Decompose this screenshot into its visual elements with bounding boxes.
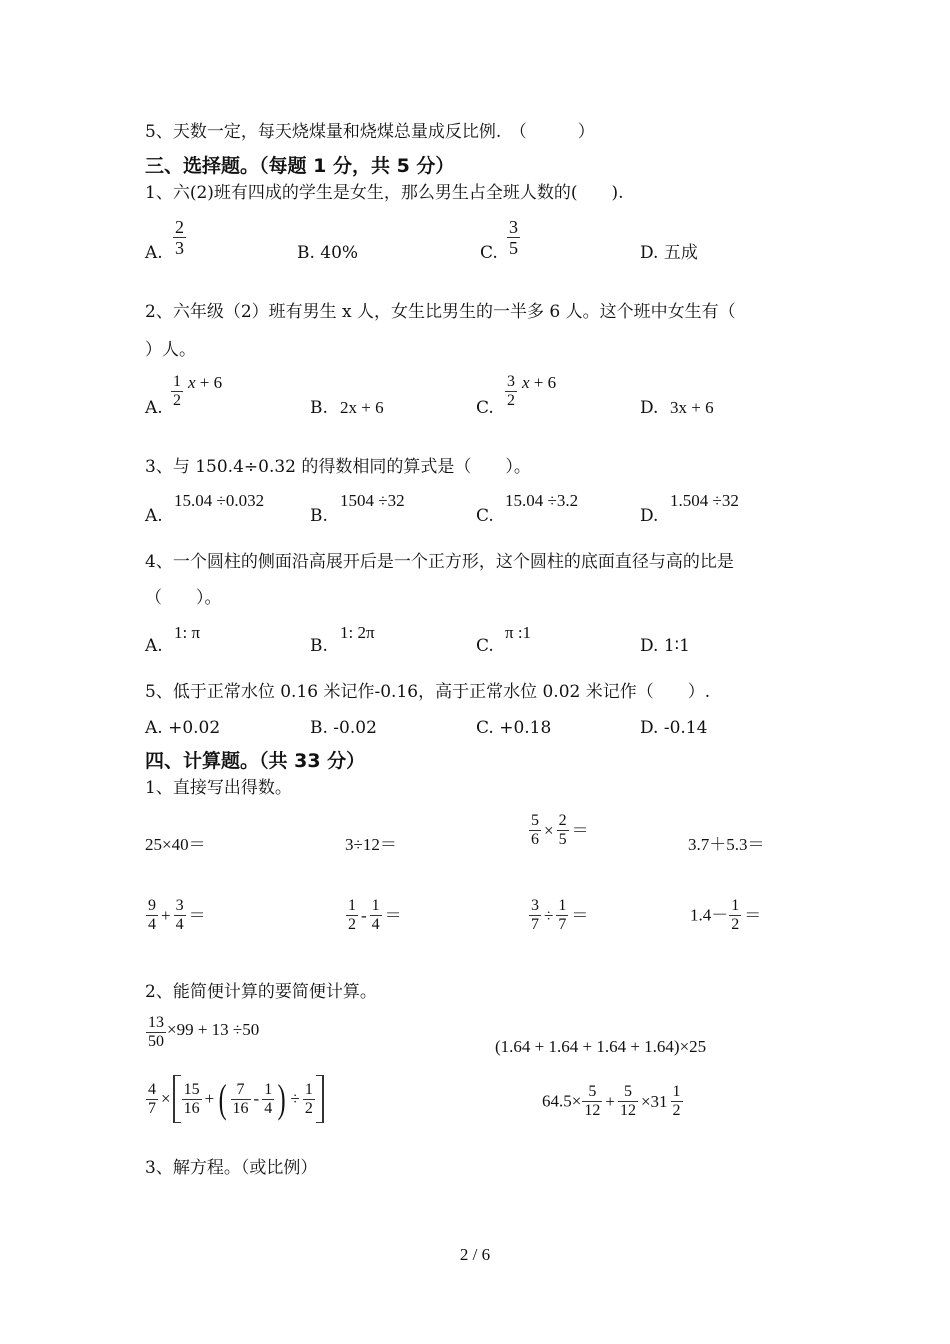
variable-x: x bbox=[522, 373, 530, 392]
right-paren: ) bbox=[277, 1076, 286, 1121]
choice-q3-option-d-label: D. bbox=[640, 506, 659, 526]
fraction bbox=[370, 897, 382, 934]
left-paren: ( bbox=[218, 1076, 227, 1121]
calc-q2-expr-1 bbox=[145, 1014, 259, 1051]
denominator: 50 bbox=[148, 1033, 164, 1050]
denominator: 2 bbox=[348, 916, 356, 933]
operator: × bbox=[544, 820, 554, 840]
denominator: 7 bbox=[558, 916, 567, 933]
fraction bbox=[729, 897, 741, 934]
numerator: 3 bbox=[531, 897, 539, 914]
calc-r1c1: 25×40＝ bbox=[145, 835, 206, 854]
expression-rest: + 6 bbox=[533, 373, 557, 392]
calc-r2c4 bbox=[690, 897, 763, 934]
denominator: 3 bbox=[175, 238, 184, 258]
calc-r1c3 bbox=[528, 812, 591, 849]
section-4-title: 四、计算题。（共 33 分） bbox=[145, 750, 366, 772]
denominator: 16 bbox=[232, 1099, 249, 1117]
choice-q2-option-a bbox=[170, 373, 222, 410]
equals: ＝ bbox=[744, 905, 762, 925]
denominator: 6 bbox=[531, 831, 539, 848]
choice-q2-option-b: 2x + 6 bbox=[340, 398, 384, 417]
choice-q5-stem: 5、低于正常水位 0.16 米记作-0.16，高于正常水位 0.02 米记作（ ）. bbox=[145, 682, 711, 702]
calc-r1c4: 3.7＋5.3＝ bbox=[688, 835, 765, 854]
fraction bbox=[171, 373, 183, 410]
choice-q4-option-b: 1: 2π bbox=[340, 623, 375, 642]
fraction bbox=[231, 1081, 251, 1118]
expression-rest: + 6 bbox=[199, 373, 223, 392]
choice-q4-option-b-label: B. bbox=[310, 636, 328, 656]
calc-r2c2 bbox=[345, 897, 404, 934]
operator: ÷ bbox=[544, 905, 554, 925]
numerator: 1 bbox=[558, 897, 567, 914]
operator: - bbox=[361, 905, 367, 925]
fraction bbox=[529, 897, 541, 934]
judge-question-5: 5、天数一定，每天烧煤量和烧煤总量成反比例. （ ） bbox=[145, 122, 595, 142]
operator: ×31 bbox=[640, 1091, 668, 1111]
choice-q3-option-a: 15.04 ÷0.032 bbox=[174, 491, 265, 510]
right-square-bracket bbox=[316, 1075, 324, 1123]
choice-q5-option-c: C. +0.18 bbox=[476, 718, 552, 738]
choice-q4-option-c: π :1 bbox=[505, 623, 532, 642]
prefix: 64.5× bbox=[542, 1091, 582, 1111]
fraction bbox=[582, 1083, 602, 1120]
calc-r1c2: 3÷12＝ bbox=[345, 835, 397, 854]
choice-q4-stem-line1: 4、一个圆柱的侧面沿高展开后是一个正方形，这个圆柱的底面直径与高的比是 bbox=[145, 552, 734, 572]
equals: ＝ bbox=[188, 905, 206, 925]
variable-x: x bbox=[188, 373, 196, 392]
numerator: 2 bbox=[558, 812, 567, 829]
calc-q2-stem: 2、能简便计算的要简便计算。 bbox=[145, 982, 377, 1002]
numerator: 1 bbox=[304, 1080, 313, 1098]
numerator: 3 bbox=[507, 373, 515, 390]
page-number: 2 / 6 bbox=[459, 1245, 491, 1264]
operator: ÷ bbox=[290, 1089, 300, 1108]
numerator: 7 bbox=[231, 1081, 251, 1100]
choice-q4-option-a: 1: π bbox=[174, 623, 201, 642]
fraction bbox=[557, 812, 569, 849]
denominator: 5 bbox=[558, 831, 567, 848]
choice-q3-stem: 3、与 150.4÷0.32 的得数相同的算式是（ ）。 bbox=[145, 457, 531, 477]
numerator: 4 bbox=[148, 1080, 156, 1098]
denominator: 2 bbox=[507, 392, 515, 409]
choice-q2-stem-line1: 2、六年级（2）班有男生 x 人，女生比男生的一半多 6 人。这个班中女生有（ bbox=[145, 302, 736, 322]
fraction bbox=[146, 1081, 158, 1118]
fraction bbox=[303, 1081, 315, 1118]
denominator: 7 bbox=[148, 1099, 156, 1117]
choice-q5-option-a: A. +0.02 bbox=[145, 718, 221, 738]
calc-q1-stem: 1、直接写出得数。 bbox=[145, 778, 292, 798]
denominator: 4 bbox=[148, 916, 156, 933]
denominator: 16 bbox=[183, 1099, 200, 1117]
choice-q1-a-fraction bbox=[173, 217, 186, 258]
denominator: 12 bbox=[619, 1102, 636, 1119]
fraction bbox=[174, 897, 186, 934]
choice-q3-option-b-label: B. bbox=[310, 506, 328, 526]
choice-q4-option-d: D. 1∶1 bbox=[640, 636, 690, 656]
choice-q1-option-a bbox=[145, 243, 163, 263]
numerator: 1 bbox=[348, 897, 356, 914]
numerator: 15 bbox=[183, 1080, 200, 1098]
denominator: 2 bbox=[672, 1102, 681, 1119]
left-square-bracket bbox=[173, 1075, 181, 1123]
numerator: 1 bbox=[731, 897, 740, 914]
fraction bbox=[146, 1014, 166, 1051]
choice-q3-option-a-label: A. bbox=[145, 506, 163, 526]
operator: - bbox=[253, 1089, 260, 1108]
operator: + bbox=[605, 1091, 615, 1111]
numerator: 5 bbox=[618, 1083, 638, 1102]
numerator: 1 bbox=[672, 1083, 681, 1100]
fraction bbox=[618, 1083, 638, 1120]
choice-q4-stem-line2: （ ）。 bbox=[145, 588, 222, 608]
fraction bbox=[671, 1083, 683, 1120]
numerator: 2 bbox=[175, 217, 184, 237]
denominator: 2 bbox=[173, 392, 181, 409]
choice-q2-option-d-label: D. bbox=[640, 398, 659, 418]
calc-q3-stem: 3、解方程。（或比例） bbox=[145, 1158, 318, 1178]
numerator: 1 bbox=[173, 373, 181, 390]
denominator: 4 bbox=[175, 916, 184, 933]
choice-q1-c-fraction bbox=[507, 217, 520, 258]
choice-q4-option-c-label: C. bbox=[476, 636, 494, 656]
calc-q2-expr-3 bbox=[145, 1075, 324, 1123]
choice-q5-option-b: B. -0.02 bbox=[310, 718, 377, 738]
denominator: 7 bbox=[531, 916, 539, 933]
choice-q3-option-c-label: C. bbox=[476, 506, 494, 526]
choice-q2-option-b-label: B. bbox=[310, 398, 328, 418]
equals: ＝ bbox=[571, 820, 589, 840]
numerator: 3 bbox=[509, 217, 518, 237]
denominator: 2 bbox=[731, 916, 740, 933]
expression-rest: ×99 + 13 ÷50 bbox=[167, 1020, 260, 1039]
fraction bbox=[505, 373, 517, 410]
choice-q2-stem-line2: ）人。 bbox=[145, 340, 196, 360]
choice-q4-option-a-label: A. bbox=[145, 636, 163, 656]
choice-q5-option-d: D. -0.14 bbox=[640, 718, 708, 738]
choice-q2-option-c-label: C. bbox=[476, 398, 494, 418]
choice-q2-option-a-label: A. bbox=[145, 398, 163, 418]
calc-r2c1 bbox=[145, 897, 208, 934]
operator: × bbox=[161, 1089, 171, 1108]
fraction bbox=[529, 812, 541, 849]
fraction bbox=[346, 897, 358, 934]
operator: + bbox=[204, 1089, 215, 1108]
fraction bbox=[262, 1081, 274, 1118]
numerator: 5 bbox=[582, 1083, 602, 1102]
numerator: 3 bbox=[175, 897, 184, 914]
numerator: 13 bbox=[148, 1014, 164, 1031]
operator: + bbox=[161, 905, 171, 925]
option-label: A. bbox=[145, 243, 163, 263]
numerator: 1 bbox=[264, 1080, 273, 1098]
denominator: 4 bbox=[264, 1099, 273, 1117]
choice-q3-option-d: 1.504 ÷32 bbox=[670, 491, 739, 510]
denominator: 5 bbox=[509, 238, 518, 258]
section-3-title: 三、选择题。（每题 1 分，共 5 分） bbox=[145, 155, 455, 177]
choice-q3-option-c: 15.04 ÷3.2 bbox=[505, 491, 579, 510]
choice-q1-option-c-label: C. bbox=[480, 243, 498, 263]
calc-r2c3 bbox=[528, 897, 590, 934]
fraction bbox=[556, 897, 568, 934]
equals: ＝ bbox=[384, 905, 402, 925]
choice-q1-option-d: D. 五成 bbox=[640, 243, 698, 263]
choice-q1-option-b: B. 40% bbox=[297, 243, 359, 263]
numerator: 5 bbox=[531, 812, 539, 829]
denominator: 4 bbox=[371, 916, 380, 933]
calc-q2-expr-4 bbox=[542, 1083, 684, 1120]
choice-q2-option-c bbox=[504, 373, 556, 410]
fraction bbox=[146, 897, 158, 934]
denominator: 2 bbox=[304, 1099, 313, 1117]
calc-q2-expr-2: (1.64 + 1.64 + 1.64 + 1.64)×25 bbox=[495, 1037, 707, 1056]
fraction bbox=[182, 1081, 202, 1118]
equals: ＝ bbox=[571, 905, 589, 925]
denominator: 12 bbox=[584, 1102, 601, 1119]
numerator: 1 bbox=[371, 897, 380, 914]
numerator: 9 bbox=[148, 897, 156, 914]
choice-q1-stem: 1、六(2)班有四成的学生是女生，那么男生占全班人数的( ). bbox=[145, 183, 624, 203]
choice-q2-option-d: 3x + 6 bbox=[670, 398, 714, 417]
choice-q3-option-b: 1504 ÷32 bbox=[340, 491, 405, 510]
prefix: 1.4－ bbox=[690, 905, 729, 925]
